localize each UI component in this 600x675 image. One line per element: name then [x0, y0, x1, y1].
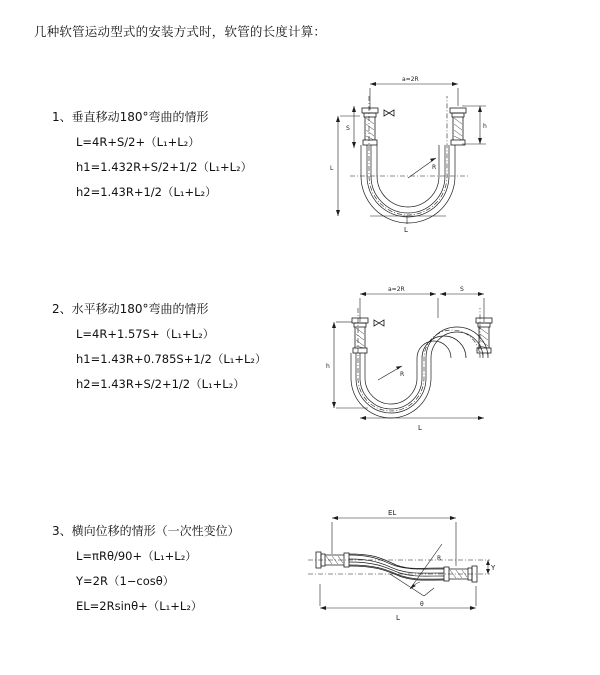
svg-text:h: h — [326, 363, 330, 370]
section-1-formula-3: h2=1.43R+1/2（L₁+L₂） — [76, 185, 217, 199]
section-3-title: 3、横向位移的情形（一次性变位） — [52, 524, 240, 538]
section-1-formula-1: L=4R+S/2+（L₁+L₂） — [76, 135, 200, 149]
section-3-formula-1: L=πRθ/90+（L₁+L₂） — [76, 549, 197, 563]
section-2-formula-1: L=4R+1.57S+（L₁+L₂） — [76, 327, 215, 341]
page-title: 几种软管运动型式的安装方式时，软管的长度计算： — [34, 24, 327, 39]
horizontal-180-bend-diagram — [308, 278, 503, 458]
svg-text:S: S — [346, 125, 350, 132]
lateral-offset-diagram — [292, 504, 502, 634]
section-2-formula-3: h2=1.43R+S/2+1/2（L₁+L₂） — [76, 377, 245, 391]
section-1-title: 1、垂直移动180°弯曲的情形 — [52, 110, 209, 124]
svg-text:R: R — [437, 555, 442, 562]
svg-text:R: R — [432, 164, 437, 171]
section-3-formula-2: Y=2R（1−cosθ） — [76, 574, 175, 588]
svg-text:L: L — [330, 165, 334, 172]
section-3-formula-3: EL=2Rsinθ+（L₁+L₂） — [76, 599, 203, 613]
svg-text:R: R — [400, 371, 405, 378]
svg-text:Y: Y — [491, 564, 496, 572]
vertical-180-bend-diagram — [310, 66, 500, 266]
section-3-text — [52, 522, 312, 623]
svg-text:h: h — [483, 123, 487, 130]
svg-text:EL: EL — [388, 509, 397, 517]
svg-text:L: L — [396, 614, 400, 622]
svg-text:L: L — [404, 226, 408, 234]
section-2-title: 2、水平移动180°弯曲的情形 — [52, 302, 209, 316]
svg-text:θ: θ — [420, 601, 424, 608]
svg-text:a=2R: a=2R — [402, 76, 419, 83]
section-2-formula-2: h1=1.43R+0.785S+1/2（L₁+L₂） — [76, 352, 267, 366]
section-2-text — [52, 300, 312, 401]
section-1-text — [52, 108, 312, 209]
section-1-formula-2: h1=1.432R+S/2+1/2（L₁+L₂） — [76, 160, 253, 174]
svg-text:L: L — [418, 424, 422, 432]
svg-text:S: S — [460, 286, 464, 293]
svg-text:a=2R: a=2R — [388, 286, 405, 293]
